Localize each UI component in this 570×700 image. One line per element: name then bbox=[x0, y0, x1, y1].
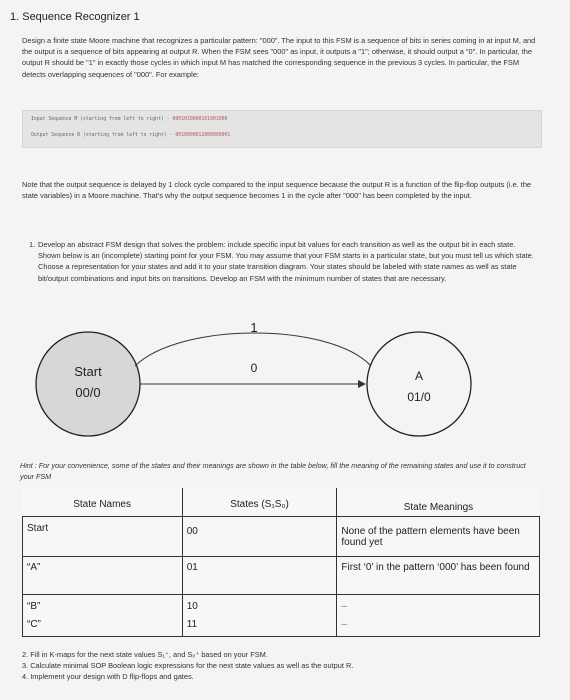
row-b-name: “B” bbox=[23, 594, 183, 616]
table-row bbox=[23, 516, 540, 556]
header-state-names: State Names bbox=[73, 499, 131, 510]
example-box bbox=[22, 110, 542, 148]
header-state-meanings: State Meanings bbox=[337, 488, 540, 516]
fsm-diagram bbox=[0, 310, 570, 460]
row-start-name: Start bbox=[23, 516, 183, 556]
task-2: 2. Fill in K-maps for the next state values S₁⁺, and S₀⁺ based on your FSM. bbox=[22, 650, 268, 659]
remaining-tasks bbox=[22, 649, 542, 683]
row-a-bits: 01 bbox=[182, 556, 337, 594]
table-header-row bbox=[23, 488, 540, 516]
row-start-bits: 00 bbox=[182, 516, 337, 556]
task-3: 3. Calculate minimal SOP Boolean logic expressions for the next state values as well as the output R. bbox=[22, 661, 354, 671]
row-b-meaning: – bbox=[337, 594, 540, 616]
task-1-number: 1. bbox=[29, 240, 36, 249]
task-1-text: Develop an abstract FSM design that solves the problem: include specific input bit values for each transition as well as the output bit in each state. Shown below is an (incomplete) starting point for your FSM. You may assume that your FSM starts in a particular state, but you must tell us which state. Choose a representation for your states and add it to your state transition diagram. Your states should be labeled with state names as well as state bit/output combinations and input bits on transitions. Develop an FSM with the minimum number of states that are necessary. bbox=[38, 240, 534, 283]
input-sequence-label: Input Sequence M (starting from left to right) bbox=[31, 117, 164, 122]
state-table bbox=[22, 488, 540, 637]
output-sequence-label: Output Sequence R (starting from left to right) bbox=[31, 133, 167, 138]
hint-text: Hint : For your convenience, some of the states and their meanings are shown in the table below, fill the meaning of the remaining states and use it to construct your FSM bbox=[20, 461, 526, 481]
task-1 bbox=[30, 239, 540, 284]
start-state-name: Start bbox=[74, 364, 102, 379]
row-c-bits: 11 bbox=[182, 616, 337, 636]
row-c-name: “C” bbox=[23, 616, 183, 636]
output-sequence-value: - 0010000011000000001 bbox=[169, 133, 231, 138]
header-state-bits: States (S₁S₀) bbox=[182, 488, 337, 516]
input-sequence-value: - 0001010000101001000 bbox=[166, 117, 228, 122]
row-c-meaning: – bbox=[337, 616, 540, 636]
row-a-meaning: First ‘0’ in the pattern ‘000’ has been found bbox=[337, 556, 540, 594]
start-state-circle bbox=[36, 332, 140, 436]
loop-transition-label: 1 bbox=[250, 320, 258, 335]
a-state-name: A bbox=[414, 369, 424, 383]
row-b-bits: 10 bbox=[182, 594, 337, 616]
table-row bbox=[23, 594, 540, 616]
a-state-code: 01/0 bbox=[407, 390, 431, 404]
input-sequence-line bbox=[31, 117, 227, 122]
output-sequence-line bbox=[31, 133, 230, 138]
page-title: 1. Sequence Recognizer 1 bbox=[10, 11, 140, 23]
row-start-meaning: None of the pattern elements have been found yet bbox=[337, 516, 540, 556]
start-state-code: 00/0 bbox=[75, 385, 101, 400]
edge-transition-label: 0 bbox=[250, 361, 258, 375]
task-4: 4. Implement your design with D flip-flops and gates. bbox=[22, 672, 194, 682]
table-row bbox=[23, 616, 540, 636]
a-state-circle bbox=[367, 332, 471, 436]
row-a-name: “A” bbox=[23, 556, 183, 594]
problem-intro: Design a finite state Moore machine that recognizes a particular pattern: "000". The input to this FSM is a sequence of bits in series coming in at input M, and the output is a sequence of bits appearing at output R. When the FSM sees "000" as input, it outputs a "1"; otherwise, it should output a "0". In particular, the output R should be "1" in exactly those cycles in which input M has matched the corresponding sequence in the previous 3 cycles. In particular, the FSM detects overlapping sequences of "000". For example: bbox=[22, 36, 536, 79]
table-row bbox=[23, 556, 540, 594]
delay-note: Note that the output sequence is delayed by 1 clock cycle compared to the input sequence because the output R is a function of the flip-flop outputs (i.e. the state variables) in a Moore machine. That's why the output sequence becomes 1 in the cycle after "000" has been completed by the input. bbox=[22, 180, 532, 201]
